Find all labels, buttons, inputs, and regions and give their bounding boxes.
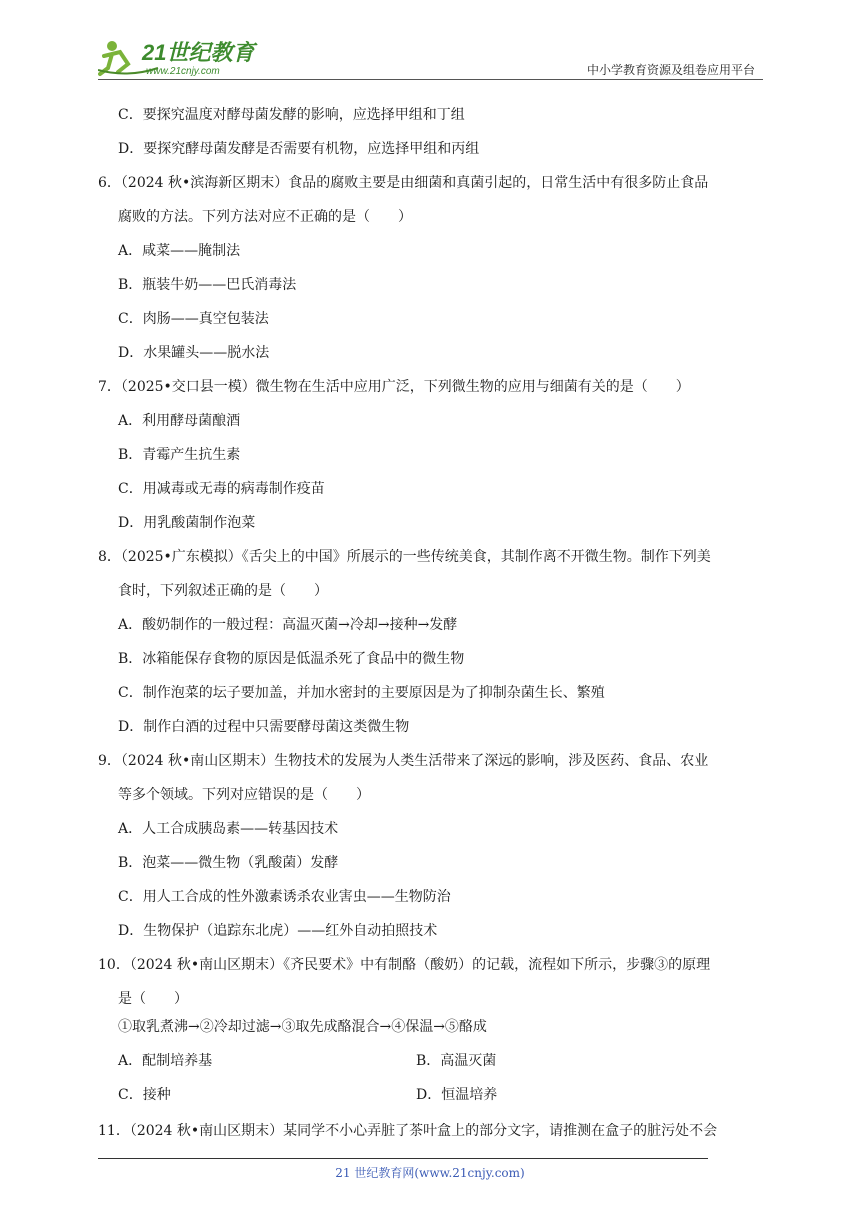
answer-option: A．利用酵母菌酿酒: [118, 413, 241, 429]
answer-option: C．要探究温度对酵母菌发酵的影响，应选择甲组和丁组: [118, 107, 465, 123]
question-text: ①取乳煮沸→②冷却过滤→③取先成酪混合→④保温→⑤酪成: [118, 1019, 487, 1035]
answer-option: D．制作白酒的过程中只需要酵母菌这类微生物: [118, 719, 410, 735]
question-text: 腐败的方法。下列方法对应不正确的是（ ）: [118, 209, 412, 225]
logo-url: www.21cnjy.com: [146, 66, 220, 77]
option-d-q10: D．恒温培养: [416, 1087, 498, 1103]
option-b-q10: B．高温灭菌: [416, 1053, 497, 1069]
question-text: 等多个领域。下列对应错误的是（ ）: [118, 787, 370, 803]
question-text: 11．（2024 秋•南山区期末）某同学不小心弄脏了茶叶盒上的部分文字，请推测在盒子的脏污处不会: [98, 1123, 718, 1139]
answer-option: C．用减毒或无毒的病毒制作疫苗: [118, 481, 325, 497]
platform-name: 中小学教育资源及组卷应用平台: [586, 63, 755, 77]
header-divider: [98, 79, 763, 80]
question-text: 8．（2025•广东模拟）《舌尖上的中国》所展示的一些传统美食，其制作离不开微生物。制作下列美: [98, 549, 711, 565]
question-text: 食时，下列叙述正确的是（ ）: [118, 583, 328, 599]
logo-text: 21世纪教育: [142, 40, 255, 65]
footer-text: 21 世纪教育网(www.21cnjy.com): [335, 1166, 525, 1180]
answer-option: D．要探究酵母菌发酵是否需要有机物，应选择甲组和丙组: [118, 141, 480, 157]
question-text: 9．（2024 秋•南山区期末）生物技术的发展为人类生活带来了深远的影响，涉及医药、食品、农业: [98, 753, 709, 769]
answer-option: B．冰箱能保存食物的原因是低温杀死了食品中的微生物: [118, 651, 465, 667]
answer-option: D．水果罐头——脱水法: [118, 345, 270, 361]
question-text: 6．（2024 秋•滨海新区期末）食品的腐败主要是由细菌和真菌引起的，日常生活中有很多防止食品: [98, 175, 709, 191]
question-text: 是（ ）: [118, 991, 188, 1007]
answer-option: B．瓶装牛奶——巴氏消毒法: [118, 277, 297, 293]
question-text: 7．（2025•交口县一模）微生物在生活中应用广泛，下列微生物的应用与细菌有关的是（ ）: [98, 379, 690, 395]
logo-icon: [98, 34, 258, 78]
answer-option: A．配制培养基: [118, 1053, 213, 1069]
answer-option: A．酸奶制作的一般过程：高温灭菌→冷却→接种→发酵: [118, 617, 458, 633]
answer-option: C．制作泡菜的坛子要加盖，并加水密封的主要原因是为了抑制杂菌生长、繁殖: [118, 685, 605, 701]
answer-option: B．泡菜——微生物（乳酸菌）发酵: [118, 855, 339, 871]
question-text: 10．（2024 秋•南山区期末）《齐民要术》中有制酪（酸奶）的记载，流程如下所示，步骤③的原理: [98, 957, 711, 973]
page-header: [98, 30, 763, 80]
answer-option: B．青霉产生抗生素: [118, 447, 241, 463]
answer-option: C．接种: [118, 1087, 171, 1103]
answer-option: C．肉肠——真空包装法: [118, 311, 269, 327]
answer-option: A．咸菜——腌制法: [118, 243, 241, 259]
answer-option: D．用乳酸菌制作泡菜: [118, 515, 256, 531]
footer-divider: [98, 1158, 708, 1159]
answer-option: D．生物保护（追踪东北虎）——红外自动拍照技术: [118, 923, 438, 939]
answer-option: A．人工合成胰岛素——转基因技术: [118, 821, 339, 837]
answer-option: C．用人工合成的性外激素诱杀农业害虫——生物防治: [118, 889, 451, 905]
